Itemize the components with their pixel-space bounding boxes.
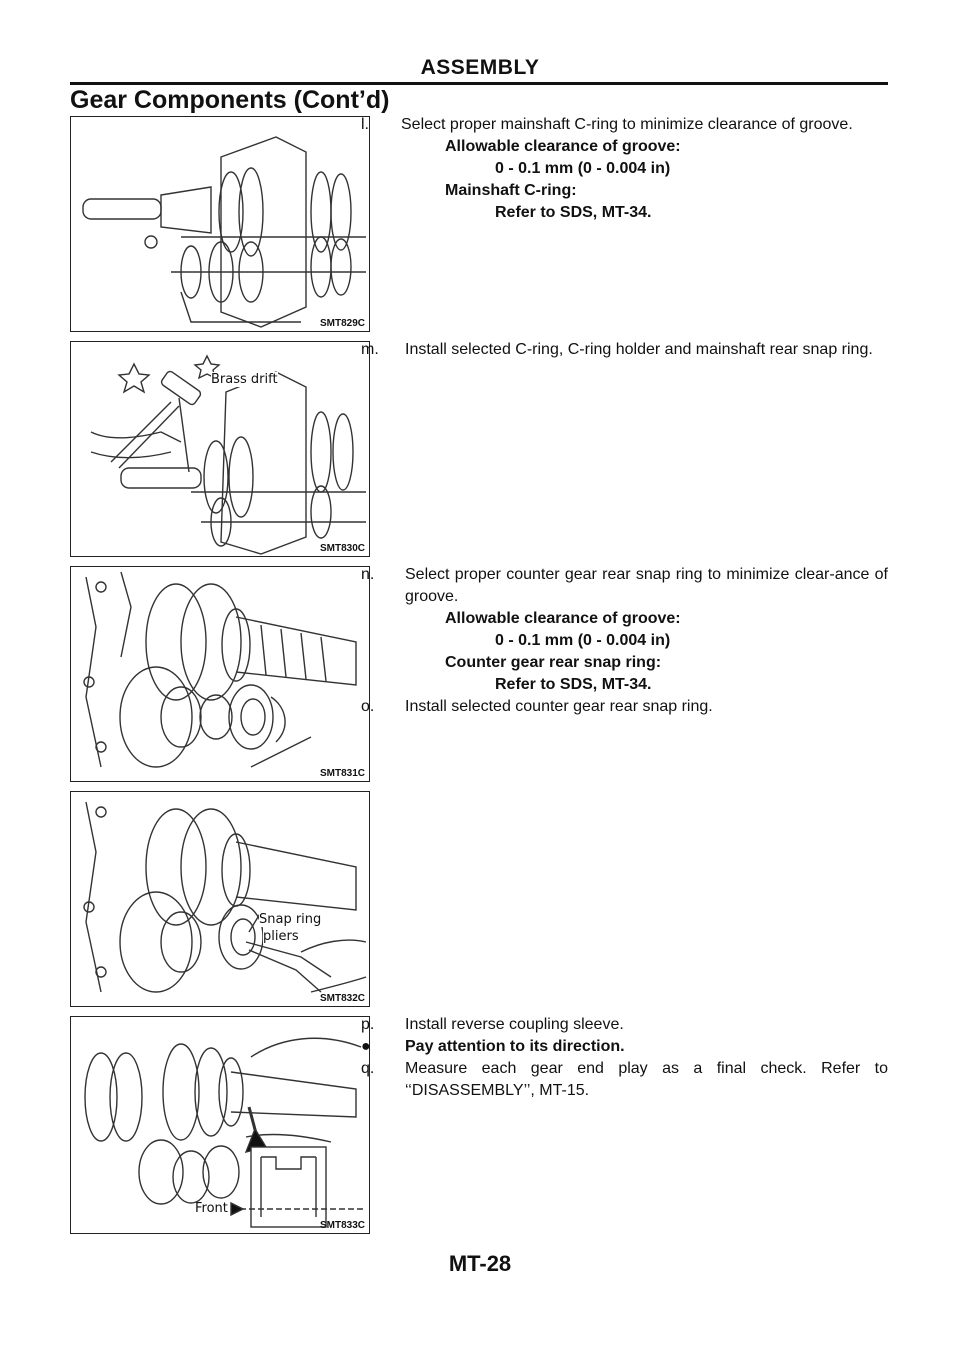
step-p xyxy=(361,1014,888,1036)
step-n xyxy=(361,564,888,608)
snap-ring-pliers-illustration xyxy=(71,792,369,1006)
step-text: Measure each gear end play as a final check. Refer to ‘‘DISASSEMBLY’’, MT-15. xyxy=(405,1060,888,1099)
step-n-o-block xyxy=(361,564,888,718)
step-text: Select proper mainshaft C-ring to minimize clearance of groove. xyxy=(401,116,853,133)
figure-code: SMT833C xyxy=(319,1220,365,1231)
step-label: m. xyxy=(361,341,379,358)
spec-value: 0 - 0.1 mm (0 - 0.004 in) xyxy=(495,632,671,649)
spec-value: 0 - 0.1 mm (0 - 0.004 in) xyxy=(495,160,671,177)
step-text: Install selected counter gear rear snap ring. xyxy=(405,698,713,715)
section-title: ASSEMBLY xyxy=(420,56,540,79)
step-o xyxy=(361,696,888,718)
spec-label: Counter gear rear snap ring: xyxy=(445,654,662,671)
callout-front: Front xyxy=(195,1201,228,1216)
step-label: p. xyxy=(361,1016,375,1033)
page-number: MT-28 xyxy=(448,1251,512,1276)
figure-code: SMT830C xyxy=(319,543,365,554)
counter-gear-illustration xyxy=(71,567,369,781)
step-text: Install selected C-ring, C-ring holder and mainshaft rear snap ring. xyxy=(405,341,873,358)
step-l-block xyxy=(361,114,888,224)
step-m-block xyxy=(361,339,888,361)
step-label: o. xyxy=(361,698,375,715)
figure-smt832c xyxy=(70,791,370,1007)
callout-pliers: pliers xyxy=(263,929,299,944)
step-label: n. xyxy=(361,566,375,583)
figure-smt830c xyxy=(70,341,370,557)
spec-label: Allowable clearance of groove: xyxy=(445,610,681,627)
figure-code: SMT831C xyxy=(319,768,365,779)
figure-smt833c xyxy=(70,1016,370,1234)
figure-code: SMT832C xyxy=(319,993,365,1004)
page-title: Gear Components (Cont’d) xyxy=(70,86,390,114)
step-label: q. xyxy=(361,1060,375,1077)
spec-label: Mainshaft C-ring: xyxy=(445,182,577,199)
step-text: Install reverse coupling sleeve. xyxy=(405,1016,624,1033)
note-text: Pay attention to its direction. xyxy=(405,1038,625,1055)
step-label: l. xyxy=(361,116,369,133)
figure-smt831c xyxy=(70,566,370,782)
step-p-note xyxy=(361,1036,888,1058)
figure-smt829c xyxy=(70,116,370,332)
callout-snap-ring: Snap ring xyxy=(259,912,322,927)
callout-brass-drift: Brass drift xyxy=(211,372,278,387)
spec-label: Allowable clearance of groove: xyxy=(445,138,681,155)
bullet-icon: ● xyxy=(361,1038,371,1055)
header-rule xyxy=(70,82,888,85)
step-q xyxy=(361,1058,888,1102)
step-m xyxy=(361,339,888,361)
step-text: Select proper counter gear rear snap ring to minimize clear-ance of groove. xyxy=(405,566,888,605)
step-l xyxy=(361,114,888,136)
step-p-q-block xyxy=(361,1014,888,1102)
gear-assembly-illustration xyxy=(71,117,369,331)
spec-value: Refer to SDS, MT-34. xyxy=(495,204,652,221)
figure-code: SMT829C xyxy=(319,318,365,329)
spec-value: Refer to SDS, MT-34. xyxy=(495,676,652,693)
